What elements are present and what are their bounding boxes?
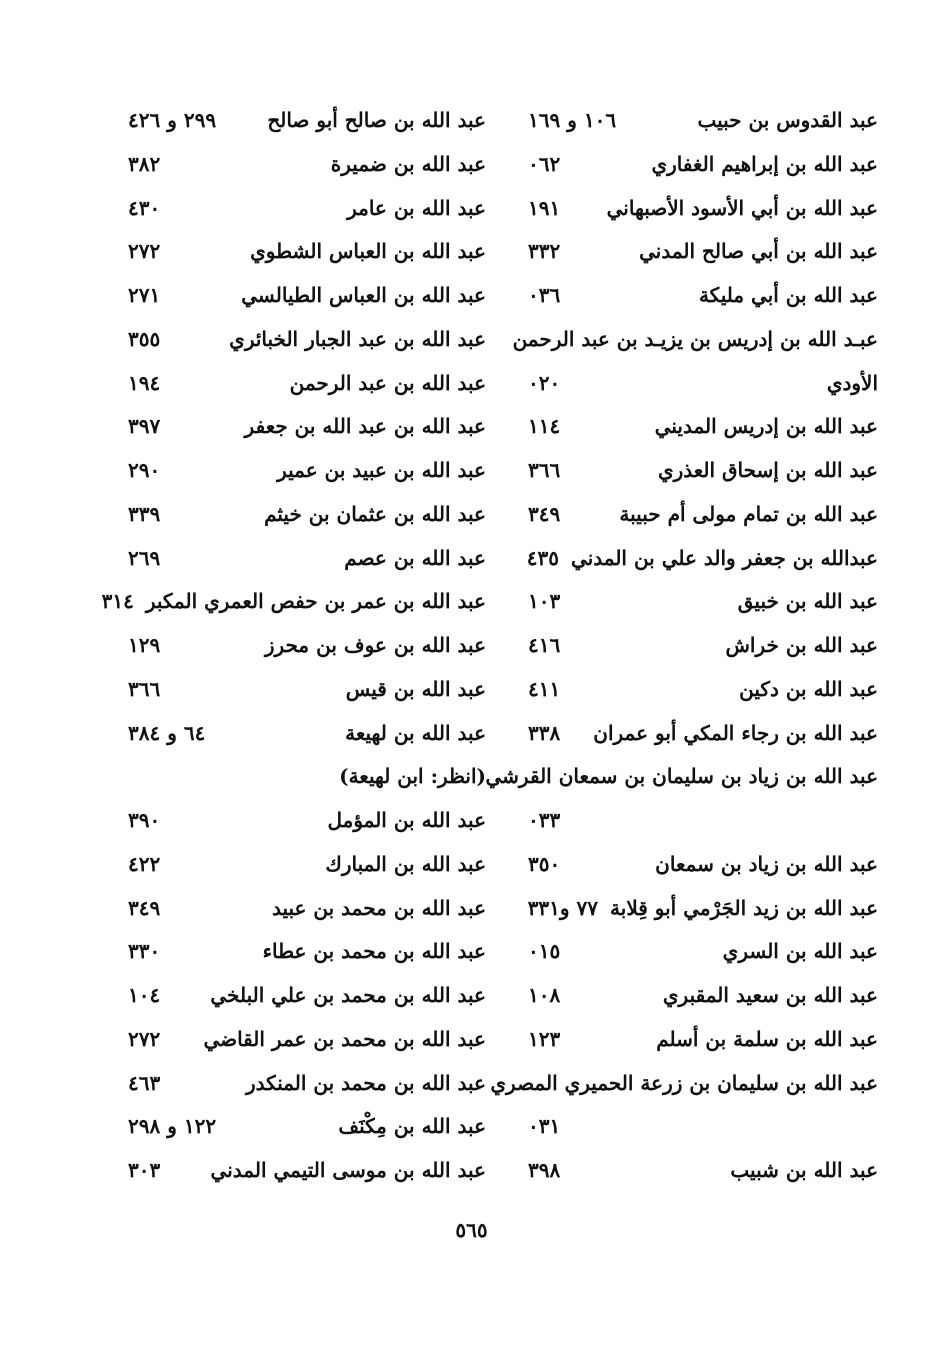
index-entry xyxy=(528,713,878,753)
index-entry xyxy=(528,931,878,971)
index-entry xyxy=(528,975,878,1015)
entry-name: عبد الله بن سلمة بن أسلم xyxy=(656,1026,878,1051)
entry-pages: ٤٣٥ xyxy=(526,545,560,570)
entry-pages: ١٩٤ xyxy=(128,370,161,395)
entry-pages: ٠٣٦ xyxy=(528,283,561,307)
entry-name: عبد الله بن محمد بن المنكدر xyxy=(246,1070,486,1095)
index-entry xyxy=(528,494,878,534)
entry-name: عبـد الله بن إدريس بن يزيـد بن عبد الرحمن xyxy=(512,326,878,351)
entry-pages: ٢٩٠ xyxy=(128,458,161,482)
index-entry xyxy=(128,669,486,709)
entry-pages: ٣٥٥ xyxy=(128,326,161,351)
entry-pages: ١٢٣ xyxy=(528,1026,561,1051)
index-entry xyxy=(528,888,878,928)
entry-name: عبد الله بن العباس الشطوي xyxy=(250,239,486,264)
index-entry xyxy=(128,100,486,140)
entry-pages: ٣٣٩ xyxy=(128,501,161,526)
entry-pages: ٣٣٢ xyxy=(528,239,561,264)
index-entry xyxy=(485,756,878,796)
entry-name: عبد الله بن لهيعة xyxy=(345,720,486,745)
index-entry xyxy=(512,319,878,359)
entry-pages: ٣٦٦ xyxy=(128,676,161,701)
entry-name: الأودي xyxy=(826,370,878,395)
entry-name: عبد الله بن إدريس المديني xyxy=(654,414,878,439)
entry-pages: ٠٣١ xyxy=(528,1114,561,1139)
entry-name: عبد الله بن ضميرة xyxy=(330,151,486,176)
entry-name: عبد الله بن خبيق xyxy=(737,589,878,614)
entry-name: عبد الله بن المؤمل xyxy=(327,808,486,832)
entry-name: عبد الله بن السري xyxy=(722,939,878,964)
entry-pages: ١١٤ xyxy=(528,414,561,439)
entry-pages: ١٠٤ xyxy=(128,983,161,1007)
entry-pages: ٤٣٠ xyxy=(128,195,161,220)
index-entry xyxy=(128,800,486,840)
index-entry xyxy=(528,800,878,840)
index-entry xyxy=(528,450,878,490)
entry-pages: ٣٣٨ xyxy=(528,720,561,745)
index-entry xyxy=(128,1063,486,1103)
index-entry xyxy=(528,231,878,271)
entry-pages: ٠٦٢ xyxy=(528,151,561,176)
entry-pages: ٣٩٨ xyxy=(528,1158,561,1182)
index-entry xyxy=(528,625,878,665)
index-entry xyxy=(528,538,878,578)
entry-pages: ٣٥٠ xyxy=(528,851,561,876)
entry-pages: ٣٩٠ xyxy=(128,808,161,832)
index-entry xyxy=(101,581,486,621)
entry-pages: ٠١٥ xyxy=(528,939,561,964)
entry-name: عبد الله بن إبراهيم الغفاري xyxy=(651,151,878,176)
left-column xyxy=(101,100,486,1190)
entry-name: عبد الله بن عمر بن حفص العمري المكبر xyxy=(145,589,486,614)
entry-pages: ٠٣٣ xyxy=(528,808,561,832)
entry-name: عبد الله بن عبد الرحمن xyxy=(289,370,486,395)
entry-name: عبد الله بن عصم xyxy=(344,545,486,570)
index-entry xyxy=(128,450,486,490)
entry-pages: ٤٦٣ xyxy=(128,1070,161,1095)
entry-pages: ٦٤ و ٣٨٤ xyxy=(128,720,206,745)
entry-name: عبد الله بن أبي الأسود الأصبهاني xyxy=(606,195,878,220)
entry-pages: ٢٧٢ xyxy=(128,239,161,264)
entry-pages: ٧٧ و٣٣١ xyxy=(527,895,599,920)
entry-pages: ١٠٨ xyxy=(528,983,561,1007)
index-entry xyxy=(528,1150,878,1190)
entry-name: عبد الله بن سعيد المقبري xyxy=(662,983,878,1007)
entry-pages: ١٠٣ xyxy=(528,589,561,614)
index-entry xyxy=(128,231,486,271)
entry-pages: ١٢٩ xyxy=(128,633,161,657)
index-entry xyxy=(528,581,878,621)
index-entry xyxy=(128,275,486,315)
index-entry xyxy=(128,1150,486,1190)
entry-name: عبد الله بن عوف بن محرز xyxy=(264,633,486,657)
entry-name: عبد الله بن سليمان بن زرعة الحميري المصري xyxy=(490,1070,878,1095)
entry-pages: ٣٠٣ xyxy=(128,1158,161,1182)
entry-name: عبد الله بن صالح أبو صالح xyxy=(267,108,486,132)
entry-name: عبد الله بن مِكْنَف xyxy=(338,1114,486,1139)
index-entry xyxy=(528,188,878,228)
entry-pages: ٤٢٢ xyxy=(128,851,161,876)
entry-name: عبد الله بن قيس xyxy=(345,676,486,701)
index-entry xyxy=(128,888,486,928)
entry-pages: ٢٧١ xyxy=(128,283,161,307)
entry-pages: ٤١١ xyxy=(528,676,561,701)
entry-pages: ٣٤٩ xyxy=(528,501,561,526)
entry-name: عبد الله بن أبي صالح المدني xyxy=(639,239,878,264)
index-entry xyxy=(128,406,486,446)
index-entry xyxy=(528,275,878,315)
index-entry xyxy=(128,494,486,534)
entry-pages: ٢٩٩ و ٤٢٦ xyxy=(128,108,217,132)
index-entry xyxy=(128,713,486,753)
index-entry xyxy=(128,188,486,228)
entry-pages: ٢٦٩ xyxy=(128,545,161,570)
entry-pages: ٠٢٠ xyxy=(528,370,561,395)
entry-name: عبد الله بن خراش xyxy=(725,633,878,657)
entry-name: عبد الله بن شبيب xyxy=(730,1158,878,1182)
entry-name: عبد الله بن أبي مليكة xyxy=(698,283,878,307)
entry-name: عبد الله بن عثمان بن خيثم xyxy=(264,501,486,526)
index-entry xyxy=(128,625,486,665)
entry-pages: ٣١٤ xyxy=(101,589,134,614)
entry-pages: ٣٩٧ xyxy=(128,414,161,439)
entry-name: عبد الله بن زياد بن سليمان بن سمعان القرشي xyxy=(485,764,878,789)
entry-name: عبد الله بن عامر xyxy=(347,195,486,220)
index-entry xyxy=(128,144,486,184)
entry-pages: ٢٧٢ xyxy=(128,1026,161,1051)
entry-name: عبد القدوس بن حبيب xyxy=(697,108,878,132)
entry-name: عبد الله بن محمد بن عمر القاضي xyxy=(203,1026,486,1051)
page-number: ٥٦٥ xyxy=(455,1218,488,1242)
entry-pages: ٣٦٦ xyxy=(528,458,561,482)
entry-pages: ١٩١ xyxy=(528,195,561,220)
entry-name: عبدالله بن جعفر والد علي بن المدني xyxy=(571,545,878,570)
entry-name: عبد الله بن دكين xyxy=(739,676,878,701)
index-entry xyxy=(128,931,486,971)
entry-pages: ١٢٢ و ٢٩٨ xyxy=(128,1114,217,1139)
index-entry xyxy=(528,406,878,446)
entry-pages: ٤١٦ xyxy=(528,633,561,657)
index-entry xyxy=(128,363,486,403)
entry-pages: ٣٨٢ xyxy=(128,151,161,176)
entry-name: عبد الله بن العباس الطيالسي xyxy=(241,283,486,307)
index-entry xyxy=(128,975,486,1015)
entry-name: عبد الله بن رجاء المكي أبو عمران xyxy=(593,720,878,745)
entry-name: (انظر: ابن لهيعة) xyxy=(339,764,486,789)
entry-name: عبد الله بن عبد الجبار الخبائري xyxy=(229,326,486,351)
index-entry xyxy=(528,100,878,140)
index-entry xyxy=(528,844,878,884)
entry-name: عبد الله بن زيد الجَرْمي أبو قِلابة xyxy=(610,895,878,920)
entry-name: عبد الله بن عبد الله بن جعفر xyxy=(244,414,486,439)
entry-name: عبد الله بن المبارك xyxy=(325,851,486,876)
right-column xyxy=(485,100,878,1190)
entry-name: عبد الله بن محمد بن علي البلخي xyxy=(210,983,486,1007)
entry-name: عبد الله بن محمد بن عطاء xyxy=(262,939,486,964)
entry-name: عبد الله بن تمام مولى أم حبيبة xyxy=(619,501,878,526)
entry-name: عبد الله بن زياد بن سمعان xyxy=(655,851,878,876)
index-entry xyxy=(128,538,486,578)
index-entry xyxy=(528,1106,878,1146)
entry-name: عبد الله بن موسى التيمي المدني xyxy=(210,1158,486,1182)
index-entry xyxy=(490,1063,878,1103)
index-entry xyxy=(128,1106,486,1146)
index-entry xyxy=(528,1019,878,1059)
index-entry xyxy=(528,144,878,184)
entry-name: عبد الله بن محمد بن عبيد xyxy=(271,895,486,920)
entry-name: عبد الله بن عبيد بن عمير xyxy=(277,458,486,482)
entry-pages: ٣٣٠ xyxy=(128,939,161,964)
index-entry xyxy=(528,363,878,403)
index-entry xyxy=(128,1019,486,1059)
entry-name: عبد الله بن إسحاق العذري xyxy=(657,458,878,482)
index-entry xyxy=(528,669,878,709)
index-entry xyxy=(128,844,486,884)
index-entry xyxy=(128,319,486,359)
index-entry xyxy=(128,756,486,796)
entry-pages: ٣٤٩ xyxy=(128,895,161,920)
entry-pages: ١٠٦ و ١٦٩ xyxy=(528,108,617,132)
